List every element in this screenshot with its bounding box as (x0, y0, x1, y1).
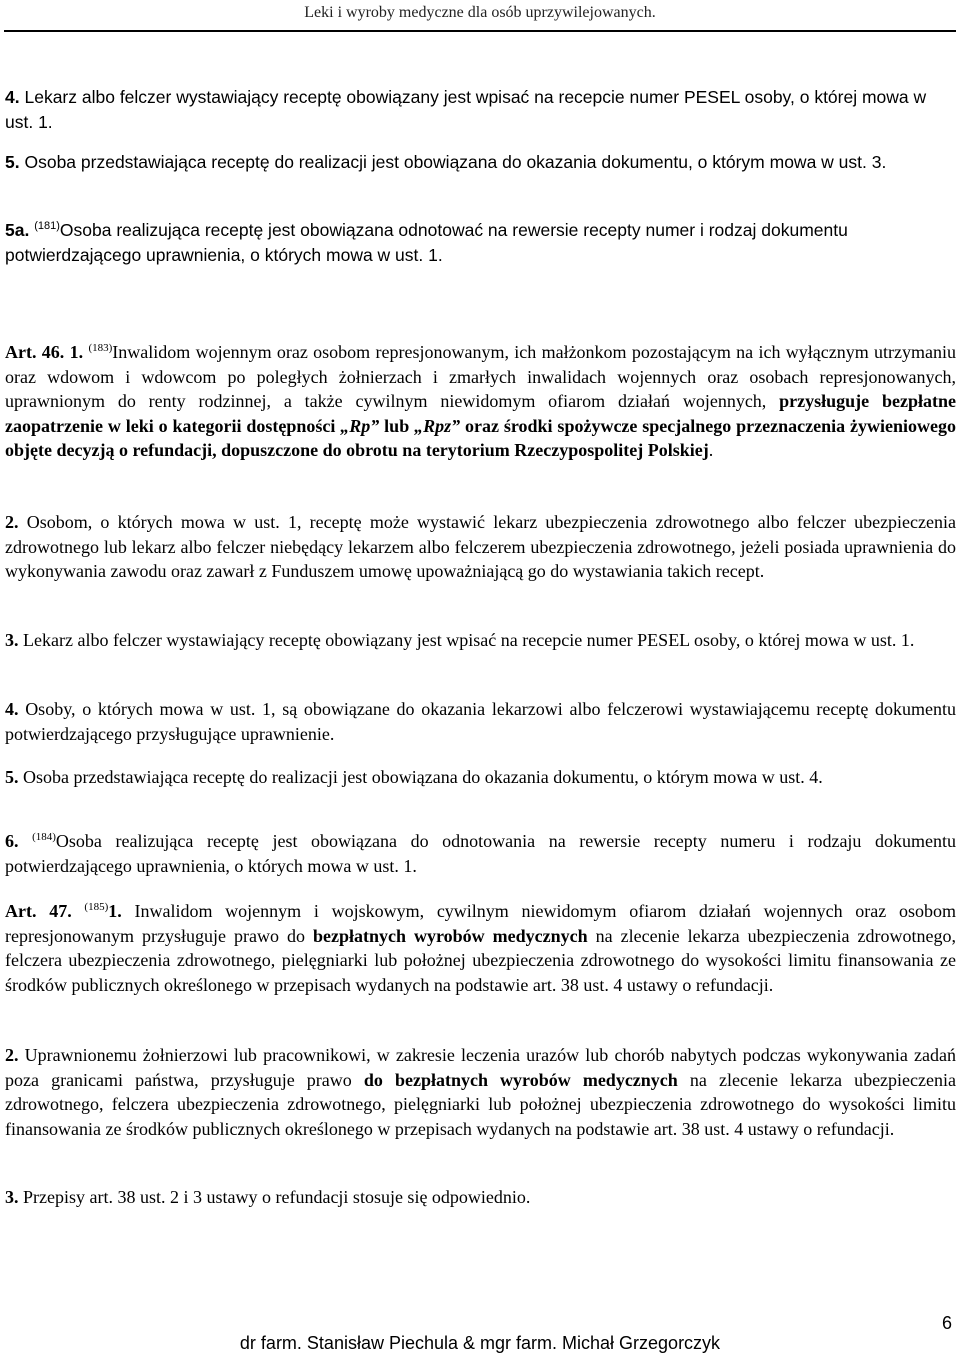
paragraph-text: Lekarz albo felczer wystawiający receptę obowiązany jest wpisać na recepcie numer PESEL osoby, o której mowa w ust. 1. (5, 87, 927, 132)
article-46-paragraph-4 (5, 697, 956, 746)
bold-text: lub (379, 415, 415, 436)
paragraph-5a-top (5, 218, 956, 268)
paragraph-text: Przepisy art. 38 ust. 2 i 3 ustawy o refundacji stosuje się odpowiednio. (18, 1187, 531, 1207)
footnote-ref: (181) (34, 220, 60, 232)
article-46-paragraph-2 (5, 510, 956, 584)
page-number: 6 (941, 1313, 952, 1333)
paragraph-4-top (5, 85, 956, 135)
paragraph-number: 4. (5, 87, 20, 107)
paragraph-text: Osobom, o których mowa w ust. 1, receptę może wystawić lekarz ubezpieczenia zdrowotnego albo felczer ubezpieczenia zdrowotnego lub lekarz albo felczer niebędący lekarzem albo felczerem ubezpieczenia zdrowotnego, jeżeli posiada uprawnienia do wykonywania zawodu oraz zawarł z Funduszem umowę upoważniającą go do wystawiania takich recept. (5, 512, 957, 581)
paragraph-text: Osoba przedstawiająca receptę do realizacji jest obowiązana do okazania dokumentu, o którym mowa w ust. 4. (23, 767, 823, 787)
paragraph-number: 1. (108, 901, 122, 921)
paragraph-text: Uprawnionemu żołnierzowi lub pracownikowi, w zakresie leczenia urazów lub chorób nabytych podczas wykonywania zadań poza granicami państwa, przysługuje prawo (5, 1045, 956, 1090)
bold-text: oraz środki spożywcze specjalnego przeznaczenia żywieniowego objęte decyzją o refundacji, dopuszczone do obrotu na terytorium Rzeczypospolitej Polskiej (5, 415, 956, 460)
article-47-paragraph-3 (5, 1185, 956, 1210)
article-46-paragraph-1 (5, 340, 956, 463)
paragraph-number: 5. (5, 767, 19, 787)
paragraph-number: 4. (5, 699, 19, 719)
paragraph-number: 3. (5, 630, 19, 650)
paragraph-text: Inwalidom wojennym i wojskowym, cywilnym niewidomym ofiarom działań wojennych oraz osobom represjonowanym przysługuje prawo do (5, 901, 957, 946)
category-rpz: „Rpz” (414, 415, 461, 436)
paragraph-text: Osoba realizująca receptę jest obowiązana odnotować na rewersie recepty numer i rodzaj dokumentu potwierdzającego uprawnienia, o których mowa w ust. 1. (5, 220, 848, 265)
header-rule (4, 30, 956, 32)
paragraph-text: Osoby, o których mowa w ust. 1, są obowiązane do okazania lekarzowi albo felczerowi wystawiającemu receptę dokumentu potwierdzającego przysługujące uprawnienie. (5, 699, 957, 744)
bold-text: bezpłatnych wyrobów medycznych (312, 925, 588, 946)
bold-text: do bezpłatnych wyrobów medycznych (363, 1069, 678, 1090)
paragraph-text: Inwalidom wojennym oraz osobom represjonowanym, ich małżonkom pozostającym na ich wyłącznym utrzymaniu oraz wdowom i wdowcom po poległych żołnierzach i zmarłych inwalidach wojennych oraz osobach represjonowanych, uprawnionym do renty rodzinnej, a także cywilnym niewidomym ofiarom działań wojennych, (5, 342, 957, 411)
paragraph-text: na zlecenie lekarza ubezpieczenia zdrowotnego, felczera ubezpieczenia zdrowotnego, pielęgniarki lub położnej ubezpieczenia zdrowotnego do wysokości limitu finansowania ze środków publicznych określonego w przepisach wydanych na podstawie art. 38 ust. 4 ustawy o refundacji. (5, 1069, 956, 1139)
article-46-paragraph-6 (5, 829, 956, 878)
article-47-paragraph-1 (5, 899, 956, 997)
article-label: Art. 47. (5, 901, 72, 921)
paragraph-number: 2. (5, 512, 19, 532)
paragraph-number: 5a. (5, 220, 30, 240)
paragraph-number: 5. (5, 152, 20, 172)
footnote-ref: (184) (32, 831, 56, 843)
footnote-ref: (183) (88, 342, 113, 354)
bold-text: przysługuje bezpłatne zaopatrzenie w leki o kategorii dostępności (5, 391, 957, 436)
paragraph-number: 3. (5, 1187, 19, 1207)
article-46-paragraph-3 (5, 628, 956, 653)
article-46-paragraph-5 (5, 765, 956, 790)
category-rp: „Rp” (340, 415, 380, 436)
paragraph-5-top (5, 150, 956, 175)
paragraph-text: Lekarz albo felczer wystawiający receptę obowiązany jest wpisać na recepcie numer PESEL osoby, o której mowa w ust. 1. (23, 630, 915, 650)
paragraph-text: na zlecenie lekarza ubezpieczenia zdrowotnego, felczera ubezpieczenia zdrowotnego, pielęgniarki lub położnej ubezpieczenia zdrowotnego do wysokości limitu finansowania ze środków publicznych określonego w przepisach wydanych na podstawie art. 38 ust. 4 ustawy o refundacji. (5, 925, 956, 995)
paragraph-number: 2. (5, 1045, 19, 1065)
running-header: Leki i wyroby medyczne dla osób uprzywilejowanych. (304, 4, 656, 21)
article-label: Art. 46. 1. (5, 342, 84, 362)
paragraph-text: Osoba przedstawiająca receptę do realizacji jest obowiązana do okazania dokumentu, o którym mowa w ust. 3. (24, 152, 887, 172)
paragraph-number: 6. (5, 831, 19, 851)
period: . (708, 440, 714, 460)
paragraph-text: Osoba realizująca receptę jest obowiązana do odnotowania na rewersie recepty numeru i rodzaju dokumentu potwierdzającego uprawnienia, o których mowa w ust. 1. (5, 831, 956, 876)
footnote-ref: (185) (84, 901, 109, 913)
footer-authors: dr farm. Stanisław Piechula & mgr farm. Michał Grzegorczyk (239, 1333, 721, 1353)
article-47-paragraph-2 (5, 1043, 956, 1141)
